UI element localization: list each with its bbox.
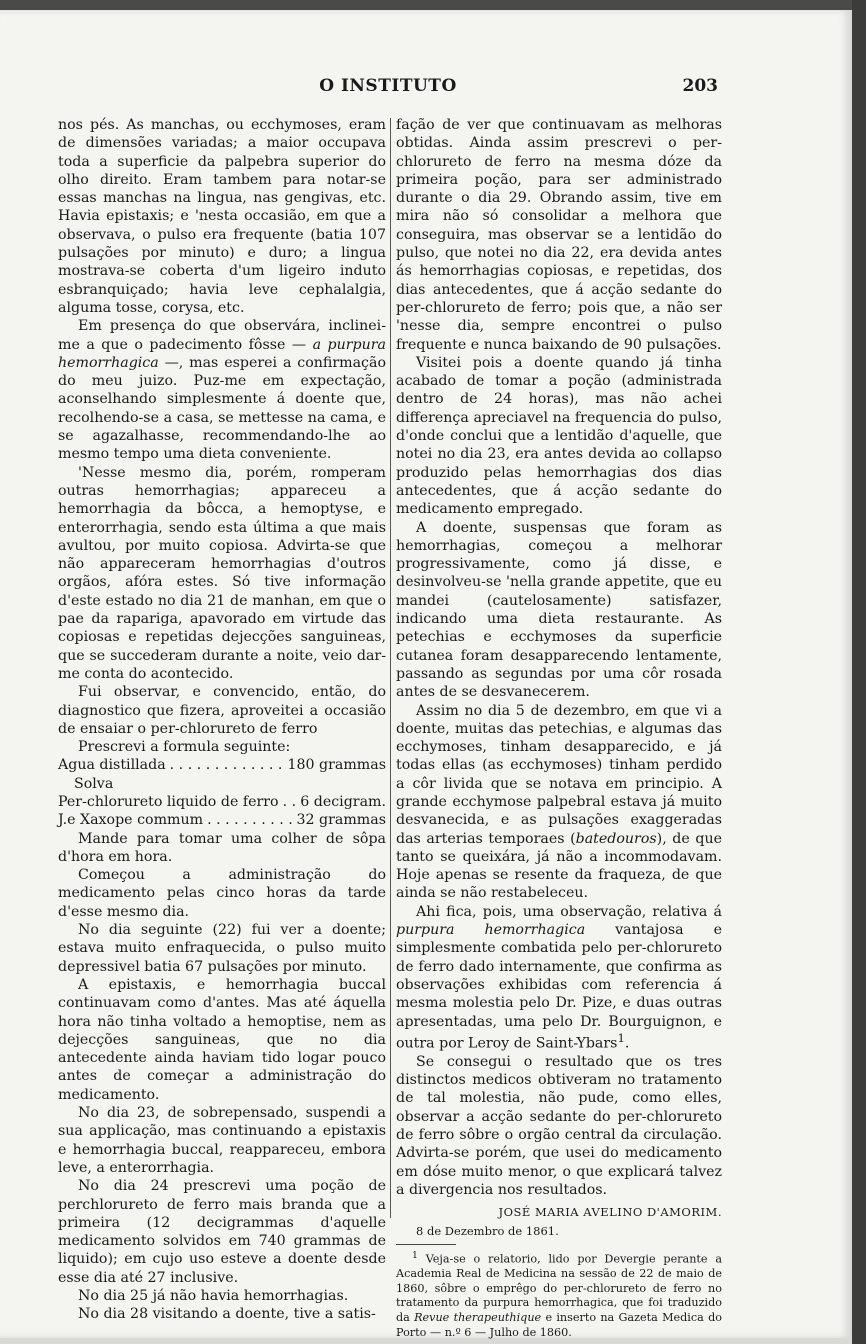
leader-dots [207,811,292,829]
date-line: 8 de Dezembro de 1861. [416,1223,559,1238]
paragraph: Começou a administração do medicamento pelas cinco horas da tarde d'esse mesmo dia. [58,867,386,920]
prescription-line [58,811,386,829]
paragraph: Prescrevi a formula seguinte: [78,739,291,756]
text-run: —, mas esperei a confirmação do meu juizo. Puz-me em expectação, aconselhando simplesmente á doente que, recolhendo-se a casa, se mettesse na cama, e se agazalhasse, recommendando-lhe ao mesmo tempo uma dieta conveniente. [58,354,386,463]
paragraph: A epistaxis, e hemorrhagia buccal continuavam como d'antes. Mas até áquella hora não tinha voltado a hemoptise, nem as dejecções sanguineas, que no dia antecedente ainda haviam tido logar pouco antes de começar a administração do medicamento. [58,976,386,1103]
paragraph: No dia 25 já não havia hemorrhagias. [78,1288,349,1304]
paragraph: 'Nesse mesmo dia, porém, romperam outras hemorrhagias; appareceu a hemorrhagia da bôcca, a hemoptyse, e enterorrhagia, sendo esta última a que mais avultou, por muito copiosa. Advirta-se que não appareceram hemorrhagias d'outros orgãos, afóra estes. Só tive informação d'este estado no dia 21 de manhan, em que o pae da rapariga, apavorado em virtude das copiosas e repetidas dejecções sanguineas, que se succederam durante a noite, veio dar-me conta do acontecido. [58,464,386,682]
book-page [0,10,852,1338]
text-run: Em presença do que observára, inclinei-me a que o padecimento fôsse — [58,318,386,353]
italic-text: Revue therapeuthique [414,1310,542,1324]
footnote-reference[interactable]: 1 [617,1030,625,1045]
paragraph [396,702,722,903]
paragraph: nos pés. As manchas, ou ecchymoses, eram de dimensões variadas; a maior occupava toda a superficie da palpebra superior do olho direito. Eram tambem para notar-se essas manchas na lingua, nas gengivas, etc. Havia epistaxis; e 'nesta occasião, em que a observava, o pulso era frequente (batia 107 pulsações por minuto) e duro; a lingua mostrava-se coberta d'um ligeiro induto esbranquiçado; havia leve cephalalgia, alguma tosse, corysa, etc. [58,117,386,316]
right-edge [852,0,866,1344]
rx-quantity: 180 grammas [287,757,386,774]
footnote-rule [396,1244,456,1245]
rx-item: Per-chlorureto liquido de ferro [58,793,279,810]
italic-text: a purpura hemorrhagica [58,336,387,371]
paragraph: Fui observar, e convencido, então, do diagnostico que fizera, aproveitei a occasião de ensaiar o per-chlorureto de ferro [58,684,386,737]
footnote-mark: 1 [412,1249,418,1261]
paragraph: fação de ver que continuavam as melhoras obtidas. Ainda assim prescrevi o per-chlorureto de ferro na mesma dóze da primeira poção, para ser administrado durante o dia 29. Obrando assim, tive em mira não só consolidar a melhora que conseguira, mas observar se a lentidão do pulso, que notei no dia 22, era devida antes ás hemorrhagias copiosas, e repetidas, dos dias antecedentes, que á acção sedante do per-chlorureto de ferro; pois que, a não ser 'nesse dia, sempre encontrei o pulso frequente e nunca baixando de 90 pulsações. [396,117,722,353]
italic-text: purpura hemorrhagica [396,922,586,939]
paragraph: No dia seguinte (22) fui ver a doente; estava muito enfraquecida, o pulso muito depressivel batia 67 pulsações por minuto. [58,922,386,975]
text-run: Assim no dia 5 de dezembro, em que vi a doente, muitas das petechias, e algumas das ecchymoses, tinham desapparecido, e já todas ellas (as ecchymoses) tinham perdido a côr livida que se notava em principio. A grande ecchymose palpebral estava já muito desvanecida, e as pulsações exaggeradas das arterias temporaes ( [396,702,722,847]
paragraph: A doente, suspensas que foram as hemorrhagias, começou a melhorar progressivamente, como já disse, e desinvolveu-se 'nella grande appetite, que eu mandei (cautelosamente) satisfazer, indicando uma dieta restaurante. As petechias e ecchymoses da superficie cutanea foram desapparecendo lentamente, passando as segundas por uma côr rosada antes de se desvanecerem. [396,519,723,701]
footnote [396,1249,722,1340]
paragraph [396,903,722,1053]
right-column [396,116,722,1340]
page-number: 203 [682,76,718,96]
paragraph: No dia 28 visitando a doente, tive a satis- [78,1306,376,1323]
leader-dots [170,756,284,774]
prescription [58,756,386,829]
paragraph: No dia 23, de sobrepensado, suspendi a sua applicação, mas continuando a epistaxis e hemorrhagia buccal, reappareceu, embora leve, a enterorrhagia. [58,1105,386,1176]
leader-dots [283,793,297,811]
text-run: Ahi fica, pois, uma observação, relativa á [416,903,722,920]
text-run: . [624,1035,630,1052]
top-edge [0,0,866,10]
rx-quantity: 6 decigram. [300,793,386,810]
italic-text: batedouros [575,830,657,847]
paragraph: No dia 24 prescrevi uma poção de perchlorureto de ferro mais branda que a primeira (12 decigrammas d'aquelle medicamento solvidos em 740 grammas de liquido); em cujo uso esteve a doente desde esse dia até 27 inclusive. [58,1178,386,1286]
rx-item: Solva [74,775,114,792]
running-title: O INSTITUTO [319,76,457,96]
footnote-text [396,1249,722,1340]
left-column [58,116,386,1324]
rx-quantity: 32 grammas [296,812,386,829]
paragraph: Mande para tomar uma colher de sôpa d'hora em hora. [58,830,386,865]
author-signature: JOSÉ MARIA AVELINO D'AMORIM. [498,1205,722,1220]
rx-item: J.e Xaxope commum [58,812,204,829]
text-run: vantajosa e simplesmente combatida pelo per-chlorureto de ferro dado internamente, que confirma as observações exhibidas com referencia á mesma molestia pelo Dr. Pize, e duas outras apresentadas, uma pelo Dr. Bourguignon, e outra por Leroy de Saint-Ybars [396,922,722,1052]
text-run: Veja-se o relatorio, lido por Devergie perante a Academia Real de Medicina na sessão de 22 de maio de 1860, sôbre o emprêgo do per-chlorureto de ferro no tratamento da purpura hemorrhagica, que foi traduzido da [396,1252,722,1324]
prescription-line [58,775,386,793]
paragraph [58,317,386,463]
page-header [58,72,718,100]
text-run: ), de que tanto se queixára, já não a incommodavam. Hoje apenas se resente da fraqueza, de que ainda se não restabeleceu. [396,830,722,902]
prescription-line [58,793,386,811]
rx-item: Agua distillada [58,757,166,774]
paragraph: Se consegui o resultado que os tres distinctos medicos obtiveram no tratamento de tal molestia, não pude, como elles, observar a acção sedante do per-chlorureto de ferro sôbre o orgão central da circulação. Advirta-se porém, que usei do medicamento em dóse muito menor, o que explicará talvez a divergencia nos resultados. [396,1053,722,1198]
paragraph: Visitei pois a doente quando já tinha acabado de tomar a poção (administrada dentro de 24 horas), mas não achei differença apreciavel na frequencia do pulso, d'onde conclui que a lentidão d'aquelle, que notei no dia 23, era antes devida ao collapso produzido pelas hemorrhagias dos dias antecedentes, que á acção sedante do medicamento empregado. [396,354,722,518]
text-run: e inserto na Gazeta Medica do Porto — n.º 6 — Julho de 1860. [396,1310,722,1339]
column-divider [390,118,391,1218]
prescription-line [58,756,386,774]
